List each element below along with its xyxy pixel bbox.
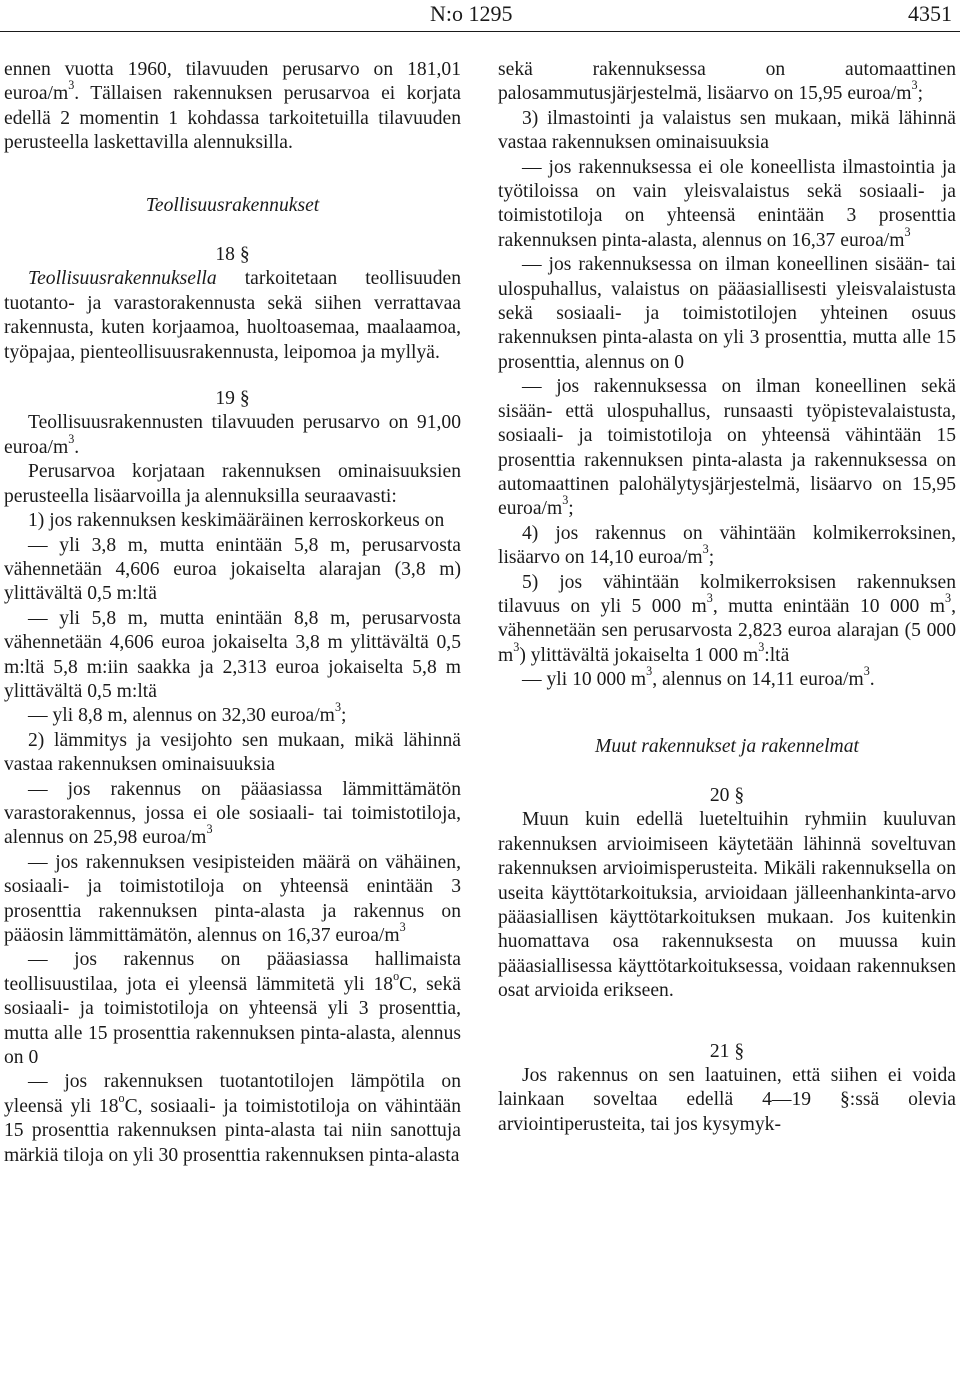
- page-number: 4351: [908, 1, 952, 26]
- section-19-p7: 2) lämmitys ja vesijohto sen mukaan, mikä lähinnä vastaa rakennuksen ominaisuuksia: [4, 729, 461, 776]
- right-p2: 3) ilmastointi ja valaistus sen mukaan, mikä lähinnä vastaa rakennuksen ominaisuuksia: [498, 107, 956, 154]
- section-21-text: Jos rakennus on sen laatuinen, että siihen ei voida lainkaan soveltaa edellä 4—19 §:ssä olevia arviointiperusteita, tai jos kysymyk-: [498, 1065, 956, 1135]
- section-19-p1: Teollisuusrakennusten tilavuuden perusarvo on 91,00 euroa/$m^3$.: [4, 412, 461, 458]
- right-p8: — yli 10 000 $m^3$, alennus on 14,11 euroa/$m^3$.: [522, 664, 875, 691]
- section-19-p11: — jos rakennuksen tuotantotilojen lämpötila on yleensä yli 18$^o$C, sosiaali- ja toimistotiloja on vähintään 15 prosenttia rakennuksen pinta-alasta tai niin sanottuja märkiä tiloja on yli 30 prosenttia rakennuksen pinta-alasta: [4, 1071, 461, 1166]
- section-19-p6: — yli 8,8 m, alennus on 32,30 euroa/$m^3$;: [28, 700, 347, 727]
- right-p6: 4) jos rakennus on vähintään kolmikerroksinen, lisäarvo on 14,10 euroa/$m^3$;: [498, 522, 956, 569]
- issue-number: N:o 1295: [430, 1, 513, 26]
- section-19-p9: — jos rakennuksen vesipisteiden määrä on vähäinen, sosiaali- ja toimistotiloja on yhteensä enintään 3 prosenttia rakennuksen pinta-alasta ja rakennus on pääosin lämmittämätön, alennus on 16,37 euroa/$m^3$: [4, 851, 461, 946]
- left-column: [4, 58, 461, 1168]
- section-19-p4: — yli 3,8 m, mutta enintään 5,8 m, perusarvosta vähennetään 4,606 euroa jokaiselta alarajan (3,8 m) ylittävältä 0,5 m:ltä: [4, 534, 461, 605]
- right-column: [498, 58, 956, 1137]
- page-header: [0, 0, 960, 30]
- section-20-number: 20 §: [709, 784, 745, 806]
- right-p4: — jos rakennuksessa on ilman koneellinen sisään- tai ulospuhallus, valaistus on pääasiallisesti yleisvalaistusta sekä sosiaali- ja toimistotilojen yhteinen osuus rakennuksen pinta-alasta on yli 3 prosenttia, mutta alle 15 prosenttia, alennus on 0: [498, 254, 956, 373]
- chapter-heading-industrial: Teollisuusrakennukset: [145, 194, 320, 216]
- section-20-text: Muun kuin edellä lueteltuihin ryhmiin kuuluvan rakennuksen arvioimiseen käytetään lähinnä soveltuvan rakennuksen arvioimisperusteita. Mikäli rakennuksella on useita käyttötarkoituksia, arvioidaan jälleenhankinta-arvo pääasiallisen käyttötarkoituksen mukaan. Jos kuitenkin huomattava osa rakennuksesta on muussa kuin pääasiallisessa käyttötarkoituksessa, voidaan rakennuksen osat arvioida erikseen.: [498, 809, 956, 1002]
- intro-paragraph: ennen vuotta 1960, tilavuuden perusarvo on 181,01 euroa/$m^3$. Tällaisen rakennuksen perusarvoa ei korjata edellä 2 momentin 1 kohdassa tarkoitetuilla tilavuuden perusteella laskettavilla alennuksilla.: [4, 59, 461, 154]
- right-p5: — jos rakennuksessa on ilman koneellinen sekä sisään- että ulospuhallus, runsaasti työpistevalaistusta, sosiaali- ja toimistotiloja on yhteensä vähintään 15 prosenttia rakennuksen pinta-alasta ja rakennuksessa on automaattinen palohälytysjärjestelmä, lisäarvo on 15,95 euroa/$m^3$;: [498, 376, 956, 520]
- section-19-p3: 1) jos rakennuksen keskimääräinen kerroskorkeus on: [28, 510, 445, 532]
- section-18-number: 18 §: [215, 244, 250, 266]
- right-p7: 5) jos vähintään kolmikerroksisen rakennuksen tilavuus on yli 5 000 $m^3$, mutta enintään 10 000 $m^3$, vähennetään sen perusarvosta 2,823 euroa alarajan (5 000 $m^3$) ylittävältä jokaiselta 1 000 $m^3:ltä$: [498, 571, 956, 666]
- section-19-p8: — jos rakennus on pääasiassa lämmittämätön varastorakennus, jossa ei ole sosiaali- tai toimistotiloja, alennus on 25,98 euroa/$m^3$: [4, 778, 461, 849]
- section-19-p2: Perusarvoa korjataan rakennuksen ominaisuuksien perusteella lisäarvoilla ja alennuksilla seuraavasti:: [4, 461, 461, 507]
- chapter-heading-other: Muut rakennukset ja rakennelmat: [595, 735, 859, 757]
- section-21-number: 21 §: [709, 1040, 745, 1062]
- section-19-p10: — jos rakennus on pääasiassa hallimaista teollisuustilaa, jota ei yleensä lämmitetä yli 18$^o$C, sekä sosiaali- ja toimistotiloja on yhteensä yli 3 prosenttia, mutta alle 15 prosenttia rakennuksen pinta-alasta, alennus on 0: [4, 949, 461, 1069]
- right-p3: — jos rakennuksessa ei ole koneellista ilmastointia ja työtiloissa on vain yleisvalaistus sekä sosiaali- ja toimistotiloja on yhteensä enintään 3 prosenttia rakennuksen pinta-alasta, alennus on 16,37 euroa/$m^3$: [498, 156, 956, 251]
- section-18-text: Teollisuusrakennuksella tarkoitetaan teollisuuden tuotanto- ja varastorakennusta sekä siihen verrattavaa rakennusta, kuten korjaamoa, huoltoasemaa, maalaamoa, työpajaa, pienteollisuusrakennusta, leipomoa ja myllyä.: [4, 268, 461, 363]
- section-19-number: 19 §: [215, 388, 250, 410]
- right-p1: sekä rakennuksessa on automaattinen palosammutusjärjestelmä, lisäarvo on 15,95 euroa/$m^3$;: [498, 59, 956, 105]
- header-rule: [0, 31, 960, 32]
- section-19-p5: — yli 5,8 m, mutta enintään 8,8 m, perusarvosta vähennetään 4,606 euroa jokaiselta 3,8 m ylittävältä 0,5 m:ltä 5,8 m:iin saakka ja 2,313 euroa jokaiselta 5,8 m ylittävältä 0,5 m:ltä: [4, 607, 461, 702]
